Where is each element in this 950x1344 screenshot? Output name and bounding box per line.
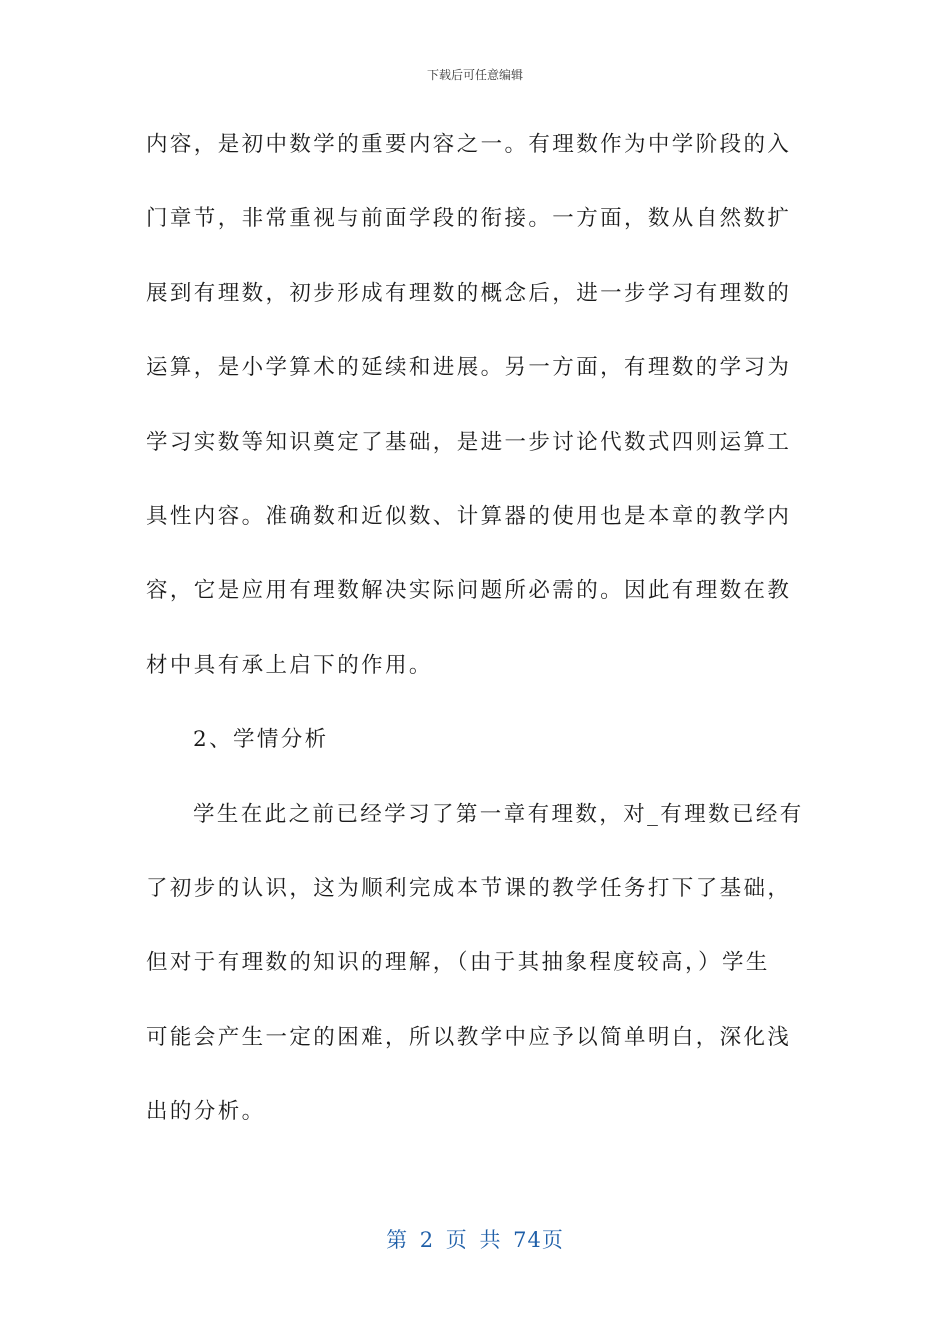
section-heading: 2、学情分析 — [193, 727, 329, 753]
body-line: 展到有理数，初步形成有理数的概念后，进一步学习有理数的 — [146, 280, 792, 306]
body-line: 了初步的认识，这为顺利完成本节课的教学任务打下了基础， — [146, 875, 792, 901]
body-line: 可能会产生一定的困难，所以教学中应予以简单明白，深化浅 — [146, 1024, 792, 1050]
page-footer: 第 2 页 共 74页 — [386, 1228, 564, 1252]
body-line: 门章节，非常重视与前面学段的衔接。一方面，数从自然数扩 — [146, 206, 792, 232]
body-line: 运算，是小学算术的延续和进展。另一方面，有理数的学习为 — [146, 355, 792, 381]
document-body — [146, 126, 806, 1167]
body-line: 学习实数等知识奠定了基础，是进一步讨论代数式四则运算工 — [146, 429, 792, 455]
body-line: 具性内容。准确数和近似数、计算器的使用也是本章的教学内 — [146, 503, 792, 529]
page-header: 下载后可任意编辑 — [426, 68, 523, 82]
body-line: 内容，是初中数学的重要内容之一。有理数作为中学阶段的入 — [146, 132, 792, 157]
body-line: 但对于有理数的知识的理解，（由于其抽象程度较高，）学生 — [146, 950, 770, 976]
body-line: 学生在此之前已经学习了第一章有理数，对_有理数已经有 — [193, 801, 804, 827]
body-line: 出的分析。 — [146, 1099, 266, 1125]
body-line: 容，它是应用有理数解决实际问题所必需的。因此有理数在教 — [146, 578, 792, 604]
body-line: 材中具有承上启下的作用。 — [146, 652, 433, 678]
